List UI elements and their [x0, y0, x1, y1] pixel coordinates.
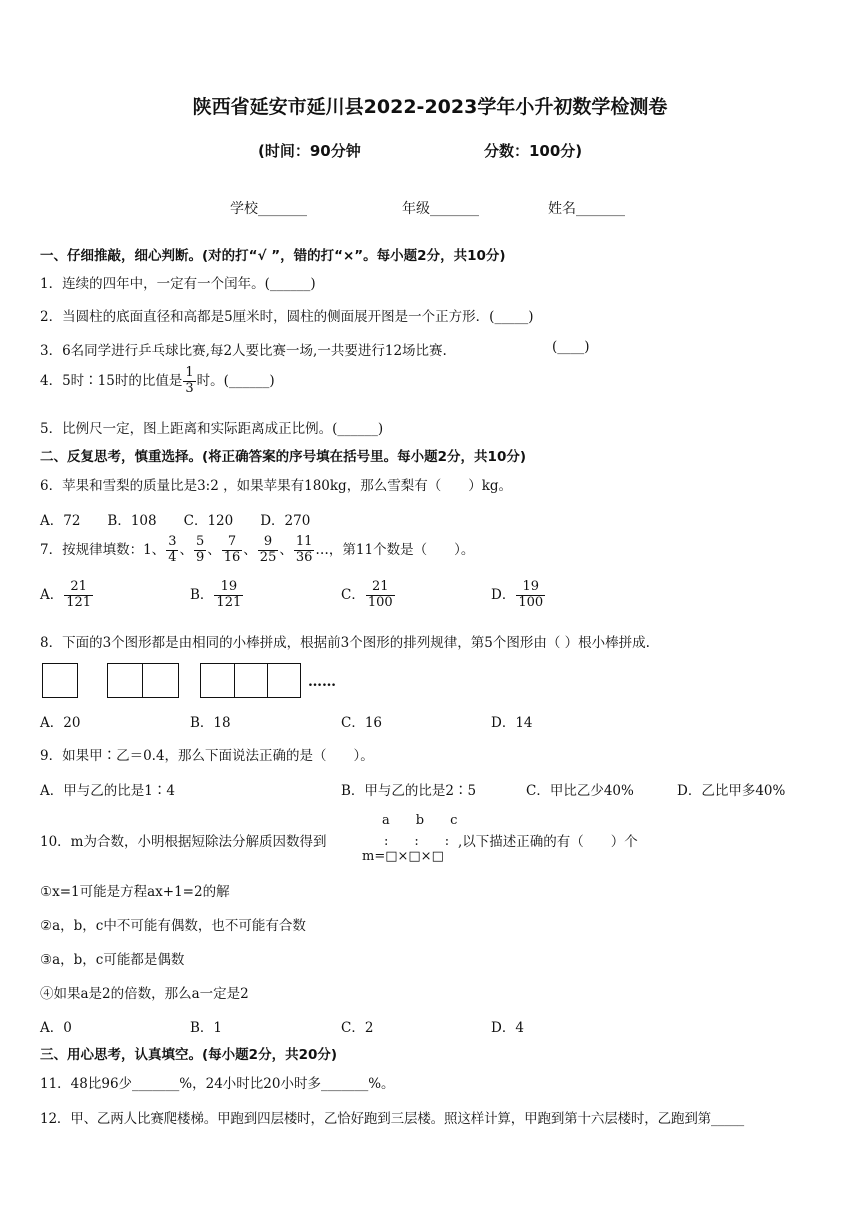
separator: 、: [179, 541, 193, 558]
question-4-tail: 时。(______): [196, 372, 275, 389]
fraction-denominator: 36: [295, 549, 313, 565]
fraction-denominator: 3: [185, 380, 194, 396]
question-1: 1．连续的四年中，一定有一个闰年。(______): [40, 276, 316, 292]
q9-option-d: D．乙比甲多40%: [677, 783, 786, 799]
q7-fraction-3: [222, 535, 243, 566]
stick-divider: [267, 664, 268, 697]
q10-option-b: B．1: [190, 1020, 223, 1036]
question-8: 8．下面的3个图形都是由相同的小棒拼成，根据前3个图形的排列规律，第5个图形由（ ）根小棒拼成.: [40, 635, 650, 651]
q7-option-a: [40, 580, 94, 611]
exam-score: 分数：100分): [484, 142, 583, 160]
question-4-fraction: [183, 366, 195, 397]
question-7-tail: …，第11个数是（ ）。: [315, 541, 475, 558]
fraction-numerator: 19: [214, 580, 243, 596]
section1-heading: 一、仔细推敲，细心判断。(对的打“√ ”，错的打“×”。每小题2分，共10分): [40, 248, 506, 264]
question-6: 6．苹果和雪梨的质量比是3:2 ，如果苹果有180kg，那么雪梨有（ ）kg。: [40, 478, 513, 494]
q10-option-a: A．0: [40, 1020, 72, 1036]
q10-option-d: D．4: [491, 1020, 524, 1036]
ellipsis: ……: [308, 674, 336, 690]
q10-colons: : : :: [384, 834, 450, 849]
q7-fraction-4: [258, 535, 279, 566]
q8-option-c: C．16: [341, 715, 383, 731]
q7-fraction-5: [294, 535, 315, 566]
separator: 、: [207, 541, 221, 558]
option-letter: B．: [190, 586, 214, 603]
fraction-denominator: 100: [367, 594, 393, 610]
fraction-numerator: 9: [258, 535, 279, 551]
fraction-denominator: 100: [518, 594, 544, 610]
q7-option-c: [341, 580, 396, 611]
exam-time: (时间：90分钟: [258, 142, 361, 160]
q8-option-a: A．20: [40, 715, 81, 731]
name-field: 姓名_______: [548, 201, 625, 217]
q7-fraction-1: [166, 535, 178, 566]
fraction-denominator: 4: [168, 549, 177, 565]
option-fraction: [214, 580, 243, 611]
q9-option-b: B．甲与乙的比是2∶5: [341, 783, 477, 799]
question-3: 3．6名同学进行乒乓球比赛,每2人要比赛一场,一共要进行12场比赛.: [40, 343, 447, 359]
option-fraction: [516, 580, 545, 611]
option-letter: D．: [491, 586, 516, 603]
question-2: 2．当圆柱的底面直径和高都是5厘米时，圆柱的侧面展开图是一个正方形．(_____): [40, 309, 534, 325]
school-field: 学校_______: [230, 201, 307, 217]
stick-figure-1: [42, 663, 78, 698]
fraction-numerator: 7: [222, 535, 243, 551]
fraction-denominator: 121: [216, 594, 242, 610]
question-7: [40, 535, 474, 566]
q8-option-b: B．18: [190, 715, 231, 731]
question-4: [40, 366, 275, 397]
section2-heading: 二、反复思考，慎重选择。(将正确答案的序号填在括号里。每小题2分，共10分): [40, 449, 527, 465]
question-4-text: 4．5时∶15时的比值是: [40, 372, 183, 389]
q10-statement-3: ③a，b，c可能都是偶数: [40, 952, 185, 968]
q7-option-b: [190, 580, 244, 611]
fraction-numerator: 21: [64, 580, 93, 596]
section3-heading: 三、用心思考，认真填空。(每小题2分，共20分): [40, 1047, 338, 1063]
q7-fraction-2: [194, 535, 206, 566]
stick-divider: [142, 664, 143, 697]
q7-option-d: [491, 580, 546, 611]
question-9: 9．如果甲∶乙＝0.4，那么下面说法正确的是（ ）。: [40, 748, 374, 764]
question-5: 5．比例尺一定，图上距离和实际距离成正比例。(______): [40, 421, 384, 437]
fraction-denominator: 16: [223, 549, 241, 565]
question-6-options: A．72 B．108 C．120 D．270: [40, 513, 311, 529]
option-fraction: [366, 580, 395, 611]
separator: 、: [243, 541, 257, 558]
q10-factor-letters: a b c: [382, 813, 458, 828]
fraction-numerator: 1: [185, 365, 194, 380]
stick-figure-2: [107, 663, 179, 698]
fraction-denominator: 9: [195, 549, 205, 565]
page-title: 陕西省延安市延川县2022-2023学年小升初数学检测卷: [192, 96, 668, 118]
q9-option-a: A．甲与乙的比是1∶4: [40, 783, 175, 799]
fraction-numerator: 5: [195, 534, 205, 549]
fraction-denominator: 25: [259, 549, 277, 565]
fraction-denominator: 121: [66, 594, 92, 610]
fraction-numerator: 21: [366, 580, 395, 596]
option-fraction: [64, 580, 93, 611]
q10-formula: m=□×□×□: [362, 849, 444, 864]
question-12: 12．甲、乙两人比赛爬楼梯。甲跑到四层楼时，乙恰好跑到三层楼。照这样计算，甲跑到第十六层楼时，乙跑到第_____: [40, 1111, 745, 1127]
option-letter: A．: [40, 586, 64, 603]
q10-option-c: C．2: [341, 1020, 374, 1036]
question-11: 11．48比96少_______%，24小时比20小时多_______%。: [40, 1076, 395, 1092]
separator: 、: [279, 541, 293, 558]
question-10: 10．m为合数，小明根据短除法分解质因数得到: [40, 834, 327, 850]
fraction-numerator: 19: [516, 580, 545, 596]
fraction-numerator: 3: [168, 534, 177, 549]
fraction-numerator: 11: [295, 534, 313, 549]
option-letter: C．: [341, 586, 365, 603]
question-10-tail: ,以下描述正确的有（ ）个: [458, 834, 638, 850]
q10-statement-2: ②a，b，c中不可能有偶数，也不可能有合数: [40, 918, 306, 934]
question-3-blank: (____): [552, 339, 590, 355]
stick-figure-3: [200, 663, 301, 698]
stick-divider: [234, 664, 235, 697]
q10-statement-1: ①x=1可能是方程ax+1=2的解: [40, 884, 230, 900]
question-7-text: 7．按规律填数：1、: [40, 541, 166, 558]
grade-field: 年级_______: [402, 201, 479, 217]
q9-option-c: C．甲比乙少40%: [526, 783, 634, 799]
q10-statement-4: ④如果a是2的倍数，那么a一定是2: [40, 986, 249, 1002]
q8-option-d: D．14: [491, 715, 533, 731]
